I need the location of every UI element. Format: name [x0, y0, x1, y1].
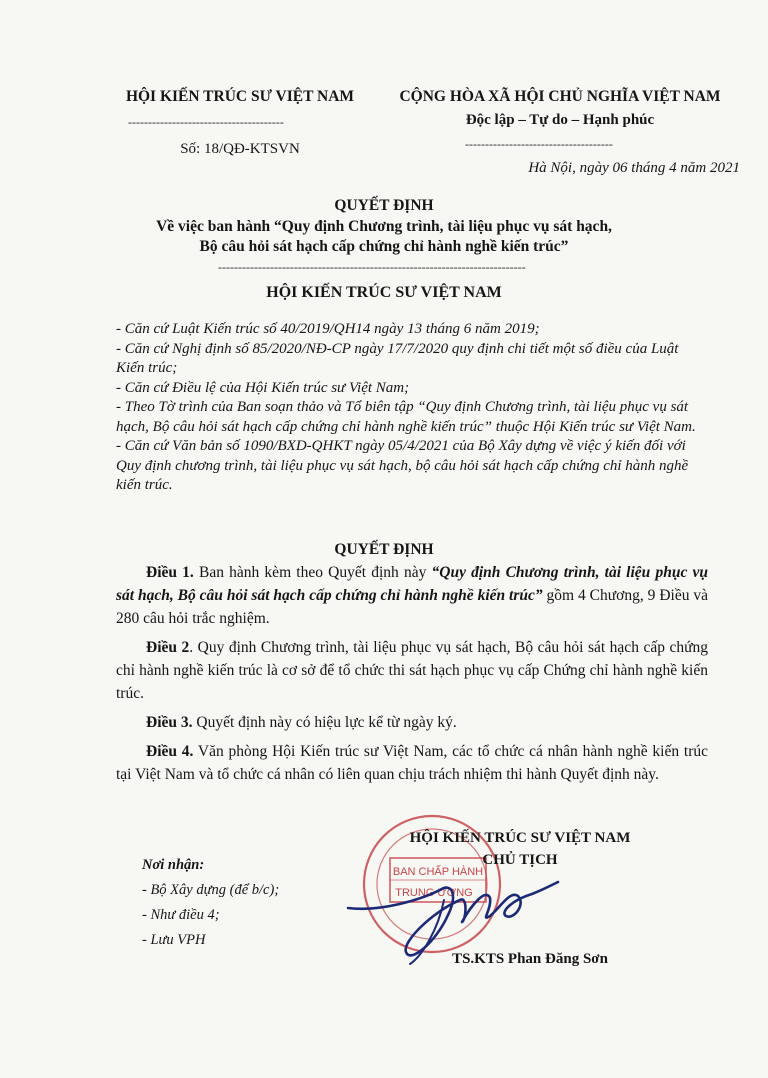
- left-divider: ---------------------------------------: [128, 115, 284, 129]
- title-divider: -----------------------------------------------------------------------------: [218, 260, 526, 274]
- signer-name: TS.KTS Phan Đăng Sơn: [452, 951, 608, 967]
- decision-articles: [116, 561, 708, 792]
- basis-item: - Căn cứ Nghị định số 85/2020/NĐ-CP ngày 17/7/2020 quy định chi tiết một số điều của Luật Kiến trúc;: [116, 340, 679, 376]
- recipients-heading: Nơi nhận:: [142, 857, 205, 873]
- basis-item: - Căn cứ Luật Kiến trúc số 40/2019/QH14 ngày 13 tháng 6 năm 2019;: [116, 321, 540, 337]
- seal-line1: BAN CHẤP HÀNH: [392, 866, 484, 878]
- document-number: Số: 18/QĐ-KTSVN: [180, 141, 300, 157]
- signature-title: CHỦ TỊCH: [482, 852, 558, 868]
- country-name: CỘNG HÒA XÃ HỘI CHỦ NGHĨA VIỆT NAM: [399, 88, 721, 105]
- basis-item: - Căn cứ Văn bản số 1090/BXD-QHKT ngày 05/4/2021 của Bộ Xây dựng về việc ý kiến đối với Quy định chương trình, tài liệu phục vụ sát hạch, bộ câu hỏi sát hạch cấp chứng chỉ hành nghề kiến trúc.: [116, 438, 689, 493]
- article-1-pre: Ban hành kèm theo Quyết định này: [193, 564, 432, 581]
- article-4-text: Văn phòng Hội Kiến trúc sư Việt Nam, các tổ chức cá nhân hành nghề kiến trúc tại Việt Nam và tổ chức cá nhân có liên quan chịu trách nhiệm thi hành Quyết định này.: [116, 743, 708, 783]
- recipients-block: [142, 853, 279, 953]
- article-1-label: Điều 1.: [146, 564, 194, 581]
- signature-org: HỘI KIẾN TRÚC SƯ VIỆT NAM: [409, 830, 631, 846]
- basis-item: - Căn cứ Điều lệ của Hội Kiến trúc sư Việt Nam;: [116, 379, 410, 396]
- right-divider: -------------------------------------: [465, 137, 613, 151]
- issuing-body: HỘI KIẾN TRÚC SƯ VIỆT NAM: [266, 284, 502, 301]
- issue-date: Hà Nội, ngày 06 tháng 4 năm 2021: [528, 160, 740, 176]
- decision-title: QUYẾT ĐỊNH: [334, 197, 434, 214]
- article-1-quote: “Quy định Chương trình, tài liệu phục vụ sát hạch, Bộ câu hỏi sát hạch cấp chứng chỉ hành nghề kiến trúc”: [116, 564, 709, 604]
- article-1-post: gồm 4 Chương, 9 Điều và 280 câu hỏi trắc nghiệm.: [116, 587, 708, 627]
- article-3-label: Điều 3.: [146, 714, 193, 731]
- seal-line2: TRUNG ƯƠNG: [395, 887, 473, 899]
- national-motto: Độc lập – Tự do – Hạnh phúc: [465, 112, 655, 128]
- article-3-text: Quyết định này có hiệu lực kể từ ngày ký.: [192, 714, 457, 731]
- article-2-text: . Quy định Chương trình, tài liệu phục vụ sát hạch, Bộ câu hỏi sát hạch cấp chứng chỉ hành nghề kiến trúc là cơ sở để tổ chức thi sát hạch phục vụ cấp Chứng chỉ hành nghề kiến trúc.: [116, 639, 708, 702]
- article-4: [116, 740, 708, 786]
- recipient-item: - Như điều 4;: [142, 907, 220, 923]
- legal-basis-list: [116, 320, 708, 496]
- recipient-item: - Bộ Xây dựng (để b/c);: [142, 882, 280, 898]
- decision-subject-line1: Về việc ban hành “Quy định Chương trình, tài liệu phục vụ sát hạch,: [156, 218, 612, 235]
- basis-item: - Theo Tờ trình của Ban soạn thảo và Tổ biên tập “Quy định Chương trình, tài liệu phục vụ sát hạch, Bộ câu hỏi sát hạch cấp chứng chỉ hành nghề kiến trúc” thuộc Hội Kiến trúc sư Việt Nam.: [116, 399, 696, 435]
- decision-subject-line2: Bộ câu hỏi sát hạch cấp chứng chỉ hành nghề kiến trúc”: [199, 238, 569, 255]
- decision-heading: QUYẾT ĐỊNH: [334, 541, 434, 558]
- org-name-left: HỘI KIẾN TRÚC SƯ VIỆT NAM: [125, 88, 355, 105]
- article-3: [116, 711, 708, 734]
- article-2: [116, 636, 708, 705]
- recipient-item: - Lưu VPH: [142, 932, 206, 948]
- article-4-label: Điều 4.: [146, 743, 194, 760]
- article-2-label: Điều 2: [146, 639, 190, 656]
- article-1: [116, 561, 708, 630]
